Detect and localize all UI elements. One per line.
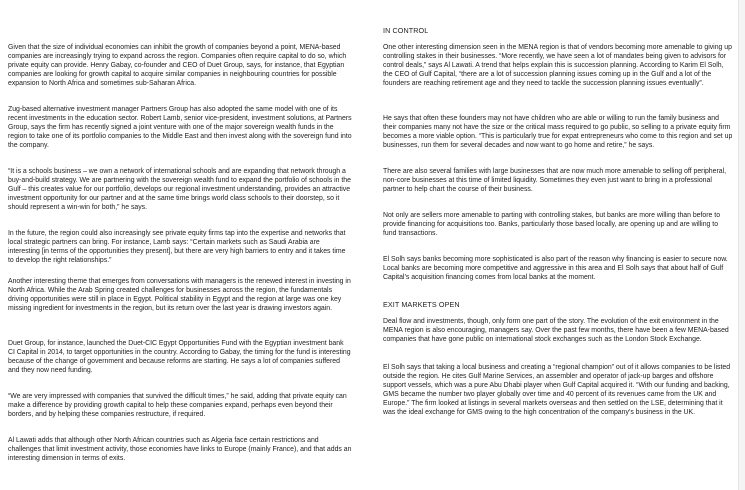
heading-in-control: IN CONTROL: [383, 26, 429, 35]
paragraph-algeria: Al Lawati adds that although other North African countries such as Algeria face certain restrictions and challenges that limit investment activity, those economies have links to Europe (mainly France), and that adds an interesting dimension in terms of exits.: [8, 437, 352, 462]
paragraph-north-africa: Another interesting theme that emerges from conversations with managers is the renewed interest in investing in North Africa. While the Arab Spring created challenges for businesses across the region, the fundamentals driving opportunities were still in place in Egypt. Political stability in Egypt and the region at large was one key missing ingredient for investments in the region, but its return over the last year is drawing investors again.: [8, 278, 351, 312]
paragraph-partners-group: Zug-based alternative investment manager Partners Group has also adopted the same model with one of its recent investments in the education sector. Robert Lamb, senior vice-president, investment solutions, at Partners Group, says the firm has recently signed a joint venture with one of the major sovereign wealth funds in the region to take one of its portfolio companies to the Middle East and then invest along with the sovereign fund into the company.: [8, 106, 352, 149]
paragraph-succession-planning: One other interesting dimension seen in the MENA region is that of vendors becoming more amenable to giving up controlling stakes in their businesses. “More recently, we have seen a lot of mandates being given to advisors for control deals,” says Al Lawati. A trend that helps explain this is succession planning. According to Karim El Solh, the CEO of Gulf Capital, “there are a lot of succession planning issues coming up in the Gulf and a lot of the founders are reaching retirement age and they need to tackle the succession planning issues eventually”.: [383, 44, 732, 87]
paragraph-regional-champion: El Solh says that taking a local business and creating a “regional champion” out of it allows companies to be listed outside the region. He cites Gulf Marine Services, an assembler and operator of jack-up barges and offshore support vessels, which was a pure Abu Dhabi player when Gulf Capital acquired it. “With our funding and backing, GMS became the number two player globally over time and 40 percent of its revenues came from the UK and Europe.” The firm looked at listings in several markets overseas and then settled on the LSE, determining that it was the ideal exchange for GMS owing to the high concentration of the company’s business in the UK.: [383, 364, 731, 416]
paragraph-schools-quote: “It is a schools business – we own a network of international schools and are expanding that network through a buy-and-build strategy. We are partnering with the sovereign wealth fund to expand the portfolio of schools in the Gulf – this creates value for our portfolio, develops our regional investment understanding, provides an attractive investment opportunity for our partner and at the same time brings world class schools to their doorstep, so it should represent a win-win for both,” he says.: [8, 168, 351, 211]
paragraph-banks-financing: Not only are sellers more amenable to parting with controlling stakes, but banks are more willing than before to provide financing for acquisitions too. Banks, particularly those based locally, are opening up and are willing to fund transactions.: [383, 212, 721, 237]
paragraph-exit-environment: Deal flow and investments, though, only form one part of the story. The evolution of the exit environment in the MENA region is also encouraging, managers say. Over the past few months, there have been a few MENA-based companies that have gone public on international stock exchanges such as the London Stock Exchange.: [383, 318, 729, 343]
paragraph-founders-retire: He says that often these founders may not have children who are able or willing to run the family business and their companies many not have the size or the critical mass required to go public, so selling to a private equity firm becomes a more viable option. “This is particularly true for expat entrepreneurs who come to this region and set up businesses, run them for several decades and now want to go home and retire,” he says.: [383, 115, 733, 149]
paragraph-duet-fund: Duet Group, for instance, launched the Duet-CIC Egypt Opportunities Fund with the Egyptian investment bank CI Capital in 2014, to target opportunities in the country. According to Gabay, the timing for the fund is interesting because of the change of government and because reforms are starting. He says a lot of companies suffered and they now need funding.: [8, 340, 351, 374]
paragraph-growth-capital: Given that the size of individual economies can inhibit the growth of companies beyond a point, MENA-based companies are increasingly trying to expand across the region. Companies often require capital to do so, which private equity can provide. Henry Gabay, co-founder and CEO of Duet Group, says, for instance, that Egyptian companies are looking for growth capital to acquire similar companies in neighbouring countries for possible expansion to North Africa and sometimes sub-Saharan Africa.: [8, 44, 347, 87]
page-scrollbar-edge[interactable]: [738, 0, 745, 490]
heading-exit-markets-open: EXIT MARKETS OPEN: [383, 300, 460, 309]
paragraph-local-partners: In the future, the region could also increasingly see private equity firms tap into the expertise and networks that local strategic partners can bring. For instance, Lamb says: “Certain markets such as Saudi Arabia are interesting [in terms of the opportunities they present], but there are very high barriers to entry and it takes time to develop the right relationships.”: [8, 230, 346, 264]
paragraph-banks-sophisticated: El Solh says banks becoming more sophisticated is also part of the reason why financing is easier to secure now. Local banks are becoming more competitive and aggressive in this area and El Solh says that about half of Gulf Capital’s acquisition financing comes from local banks at the moment.: [383, 256, 728, 281]
paragraph-families-selling: There are also several families with large businesses that are now much more amenable to selling off peripheral, non-core businesses at this time of limited liquidity. Sometimes they even just want to bring in a professional partner to help chart the course of their business.: [383, 168, 727, 193]
paragraph-difficult-times-quote: “We are very impressed with companies that survived the difficult times,” he said, adding that private equity can make a difference by providing growth capital to help these companies expand, perhaps even beyond their borders, and by helping these companies restructure, if required.: [8, 393, 347, 418]
